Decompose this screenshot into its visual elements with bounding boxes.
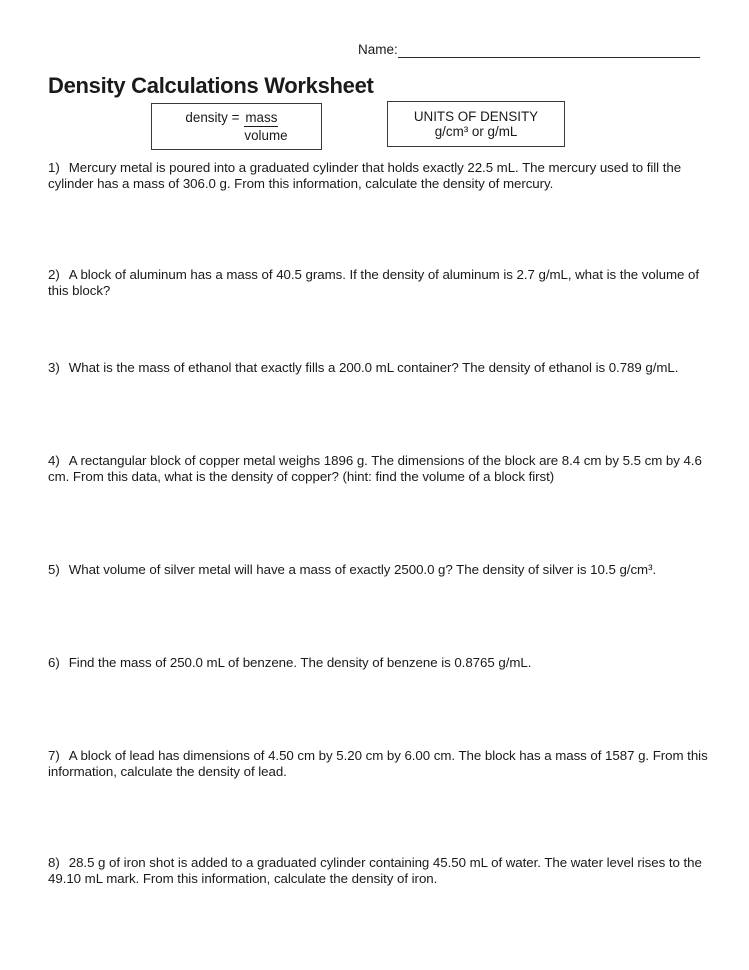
question-6: [48, 655, 708, 671]
question-8: [48, 855, 708, 886]
question-1-text: Mercury metal is poured into a graduated cylinder that holds exactly 22.5 mL. The mercury used to fill the cylinder has a mass of 306.0 g. From this information, calculate the density of mercury.: [48, 160, 682, 191]
question-7-number: 7): [48, 748, 60, 763]
question-8-number: 8): [48, 855, 60, 870]
question-2-number: 2): [48, 267, 60, 282]
question-2-text: A block of aluminum has a mass of 40.5 grams. If the density of aluminum is 2.7 g/mL, what is the volume of this block?: [48, 267, 699, 298]
question-7-text: A block of lead has dimensions of 4.50 cm by 5.20 cm by 6.00 cm. The block has a mass of 1587 g. From this information, calculate the density of lead.: [48, 748, 708, 779]
name-label: Name:: [358, 42, 398, 57]
question-5: [48, 562, 708, 578]
name-field-row: [358, 42, 700, 58]
density-formula-box: [151, 103, 322, 150]
question-4-number: 4): [48, 453, 60, 468]
density-formula: [185, 110, 287, 143]
units-of-density-box: [387, 101, 565, 147]
formula-denominator: volume: [244, 128, 288, 143]
formula-numerator: mass: [245, 110, 278, 125]
question-5-number: 5): [48, 562, 60, 577]
page-title: Density Calculations Worksheet: [48, 72, 374, 98]
question-6-number: 6): [48, 655, 60, 670]
units-heading: UNITS OF DENSITY: [413, 109, 539, 124]
question-5-text: What volume of silver metal will have a mass of exactly 2500.0 g? The density of silver is 10.5 g/cm³.: [68, 562, 657, 577]
question-6-text: Find the mass of 250.0 mL of benzene. The density of benzene is 0.8765 g/mL.: [68, 655, 532, 670]
question-3: [48, 360, 708, 376]
formula-fraction: [244, 110, 287, 143]
question-1: [48, 160, 708, 191]
question-3-number: 3): [48, 360, 60, 375]
question-1-number: 1): [48, 160, 60, 175]
name-blank-line: [398, 42, 700, 58]
question-4: [48, 453, 708, 484]
units-values: g/cm³ or g/mL: [434, 124, 518, 139]
question-7: [48, 748, 708, 779]
formula-lhs: density =: [185, 110, 240, 125]
units-text: [414, 109, 538, 139]
question-2: [48, 267, 708, 298]
question-3-text: What is the mass of ethanol that exactly fills a 200.0 mL container? The density of ethanol is 0.789 g/mL.: [68, 360, 679, 375]
question-8-text: 28.5 g of iron shot is added to a graduated cylinder containing 45.50 mL of water. The water level rises to the 49.10 mL mark. From this information, calculate the density of iron.: [48, 855, 702, 886]
question-4-text: A rectangular block of copper metal weighs 1896 g. The dimensions of the block are 8.4 cm by 5.5 cm by 4.6 cm. From this data, what is the density of copper? (hint: find the volume of a block first): [48, 453, 702, 484]
